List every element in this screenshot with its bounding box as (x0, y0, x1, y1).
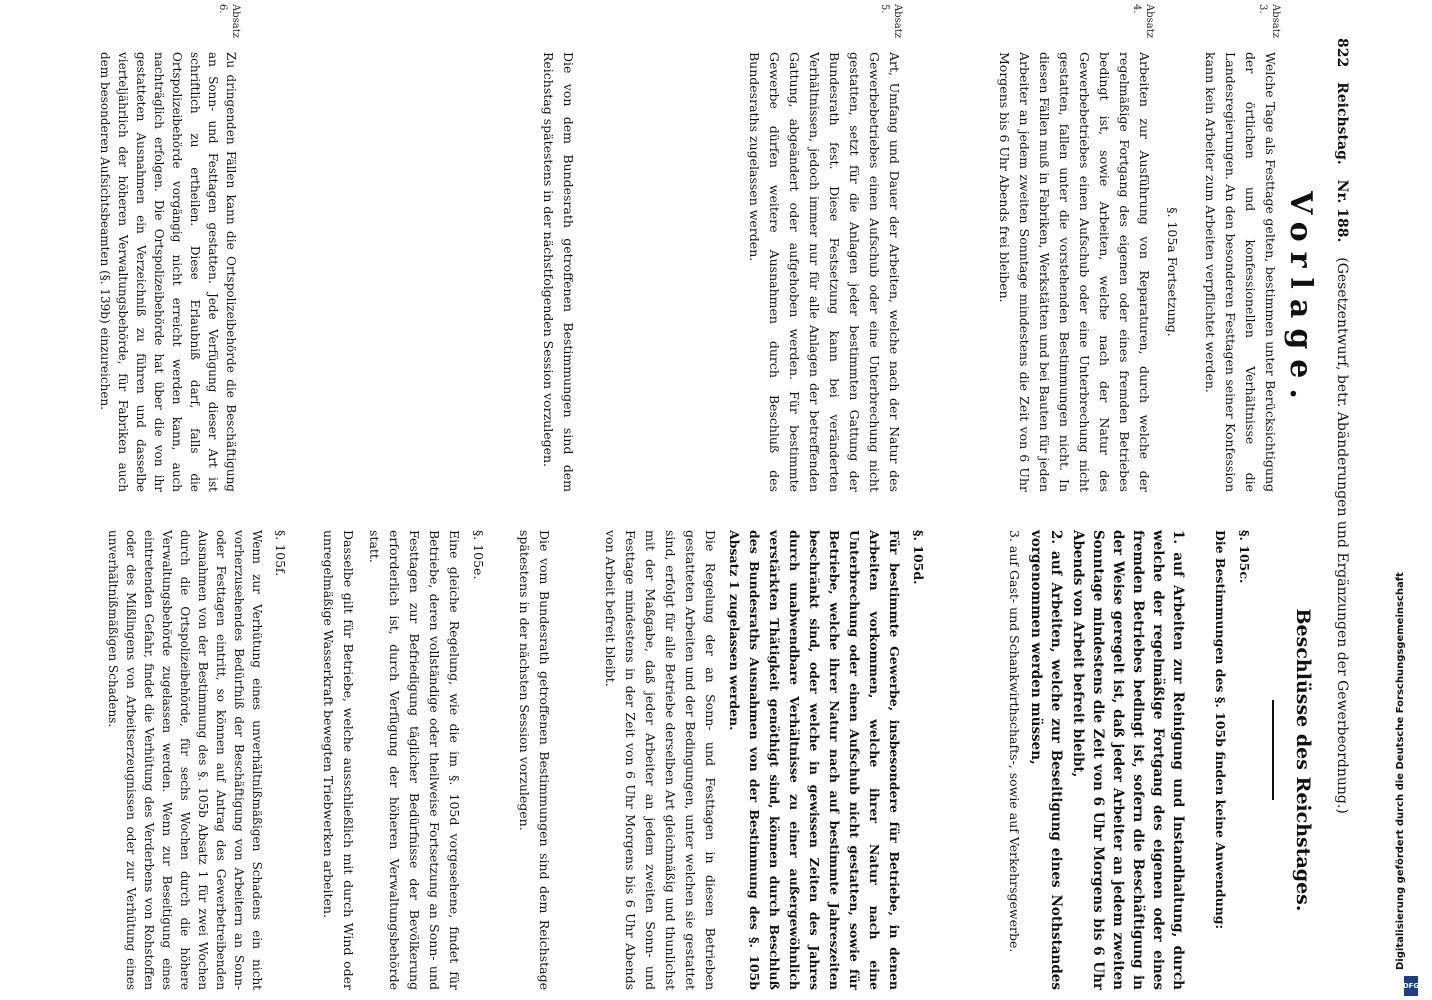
section-105c-heading: §. 105c. (1237, 530, 1252, 584)
paragraph-absatz-3: Welche Tage als Festtage gelten, bestimmen unter Berücksichtigung der örtlichen und konfessionellen Verhältnisse die Landesregierungen. An den besonderen Festtagen seiner Konfession kann kein Arbeiter zum Arbeiten verpflichtet werden. (1203, 52, 1278, 492)
digitization-footer (1360, 0, 1432, 1000)
section-105d-paragraph-3: Die vom Bundesrath getroffenen Bestimmungen sind dem Reichstage spätestens in der nächsten Session vorzulegen. (517, 530, 552, 990)
paragraph-bundesrath: Die von dem Bundesrath getroffenen Bestimmungen sind dem Reichstag spätestens in der nächstfolgenden Session vorzulegen. (541, 52, 576, 492)
margin-note: Absatz 6. (217, 4, 241, 39)
section-105e-paragraph-1: Eine gleiche Regelung, wie die im §. 105d vorgesehene, findet für Betriebe, deren vollständige oder theilweise Fortsetzung an Sonn- und Festtagen zur Befriedigung täglicher Bedürfnisse der Bevölkerung erforderlich ist, durch Verfügung der höheren Verwaltungsbehörde statt. (367, 530, 462, 990)
margin-note: Absatz 3. (1257, 4, 1281, 39)
section-105d-paragraph-2: Die Regelung der an Sonn- und Festtagen in diesen Betrieben gestatteten Arbeiten und der Bedingungen, unter welchen sie gestattet sind, erfolgt für alle Betriebe derselben Art gleichmäßig und thunlichst mit der Maßgabe, daß jeder Arbeiter an jedem zweiten Sonn- und Festtage mindestens in der Zeit von 6 Uhr Morgens bis 6 Uhr Abends von Arbeit befreit bleibt. (603, 530, 718, 990)
list-item: 2. auf Arbeiten, welche zur Beseitigung eines Nothstandes vorgenommen werden müssen, (1028, 530, 1064, 990)
section-heading: §. 105a Fortsetzung. (1165, 207, 1180, 337)
left-column-title: Vorlage. (1283, 191, 1318, 409)
margin-note: Absatz 4. (1131, 4, 1155, 39)
page-header (1334, 38, 1350, 988)
right-column-title: Beschlüsse des Reichstages. (1292, 608, 1314, 912)
dfg-logo: DFG (1404, 976, 1418, 996)
section-105c-intro: Die Bestimmungen des §. 105b finden keine Anwendung: (1213, 530, 1228, 930)
margin-note: Absatz 5. (879, 4, 903, 39)
paragraph-absatz-5: Art, Umfang und Dauer der Arbeiten, welche nach der Natur des Gewerbebetriebes einen Aufschub oder eine Unterbrechung nicht gestatten, setzt für die Anlagen jeder bestimmten Gattung der Bundesrath fest. Diese Festsetzung kann bei veränderten Verhältnissen, jedoch immer nur für alle Anlagen der betreffenden Gattung, abgeändert oder aufgehoben werden. Für bestimmte Gewerbe dürfen weitere Ausnahmen durch Beschluß des Bundesraths zugelassen werden. (747, 52, 902, 492)
title-rule (1272, 700, 1274, 800)
section-105e-heading: §. 105e. (471, 530, 486, 580)
document-number: Nr. 188. (1334, 179, 1350, 243)
section-105c-list (1002, 530, 1188, 990)
list-item: 1. auf Arbeiten zur Reinigung und Instandhaltung, durch welche der regelmäßige Fortgang des eigenen oder eines fremden Betriebes bedingt ist, sofern die Beschäftigung in der Weise geregelt ist, daß jeder Arbeiter an jedem zweiten Sonntage mindestens die Zeit von 6 Uhr Morgens bis 6 Uhr Abends von Arbeit befreit bleibt, (1070, 530, 1186, 990)
document-subject: (Gesetzentwurf, betr. Abänderungen und Ergänzungen der Gewerbeordnung.) (1334, 257, 1350, 814)
section-105f-heading: §. 105f. (273, 530, 288, 577)
funding-credit: Digitalisierung gefördert durch die Deutsche Forschungsgemeinschaft (1395, 572, 1406, 970)
list-item: 3. auf Gast- und Schankwirthschafts-, sowie auf Verkehrsgewerbe. (1007, 530, 1022, 953)
section-105e-paragraph-2: Dasselbe gilt für Betriebe, welche ausschließlich mit durch Wind oder unregelmäßige Wasserkraft bewegten Triebwerken arbeiten. (321, 530, 356, 990)
paragraph-absatz-4: Arbeiten zur Ausführung von Reparaturen, durch welche der regelmäßige Fortgang des eigenen oder eines fremden Betriebes bedingt ist, sowie Arbeiten, welche nach der Natur des Gewerbebetriebes einen Aufschub oder eine Unterbrechung nicht gestatten, fallen unter die vorstehenden Bestimmungen nicht. In diesen Fällen muß in Fabriken, Werkstätten und bei Bauten für jeden Arbeiter an jedem zweiten Sonntage mindestens die Zeit von 6 Uhr Morgens bis 6 Uhr Abends frei bleiben. (997, 52, 1152, 492)
section-105d-paragraph-1: Für bestimmte Gewerbe, insbesondere für Betriebe, in denen Arbeiten vorkommen, welche ihrer Natur nach eine Unterbrechung oder einen Aufschub nicht gestatten, sowie für Betriebe, welche ihrer Natur nach auf bestimmte Jahreszeiten beschränkt sind, oder welche in gewissen Zeiten des Jahres durch unabwendbare Verhältnisse zu einer außergewöhnlich verstärkten Thätigkeit genöthigt sind, können durch Beschluß des Bundesraths Ausnahmen von der Bestimmung des §. 105b Absatz 1 zugelassen werden. (727, 530, 902, 990)
section-105f-paragraph: Wenn zur Verhütung eines unverhältnißmäßigen Schadens ein nicht vorherzusehendes Bedürfniß der Beschäftigung von Arbeitern an Sonn- oder Festtagen eintritt, so können auf Antrag des Gewerbetreibenden Ausnahmen von der Bestimmung des §. 105b Absatz 1 für zwei Wochen durch die Ortspolizeibehörde, für sechs Wochen durch die höhere Verwaltungsbehörde zugelassen werden. Wenn zur Beseitigung eines eintretenden Gefahr, findet die Verhütung des Verderbens von Rohstoffen oder des Mißlingens von Arbeitserzeugnissen oder zur Verhütung eines unverhältnißmäßigen Schadens. (106, 530, 264, 990)
section-105d-heading: §. 105d. (911, 530, 926, 585)
paragraph-absatz-6: Zu dringenden Fällen kann die Ortspolizeibehörde die Beschäftigung an Sonn- und Festtagen gestatten. Jede Verfügung dieser Art ist schriftlich zu ertheilen. Diese Erlaubniß darf, falls die Ortspolizeibehörde vorgängig nicht erreicht werden kann, auch nachträglich erfolgen. Die Ortspolizeibehörde hat über die von ihr gestatteten Ausnahmen ein Verzeichniß zu führen und dasselbe vierteljährlich der höheren Verwaltungsbehörde, für Fabriken auch dem besonderen Aufsichtsbeamten (§. 139b) einzureichen. (98, 52, 238, 492)
publication-name: Reichstag. (1334, 82, 1350, 165)
page-number: 822 (1334, 38, 1350, 68)
